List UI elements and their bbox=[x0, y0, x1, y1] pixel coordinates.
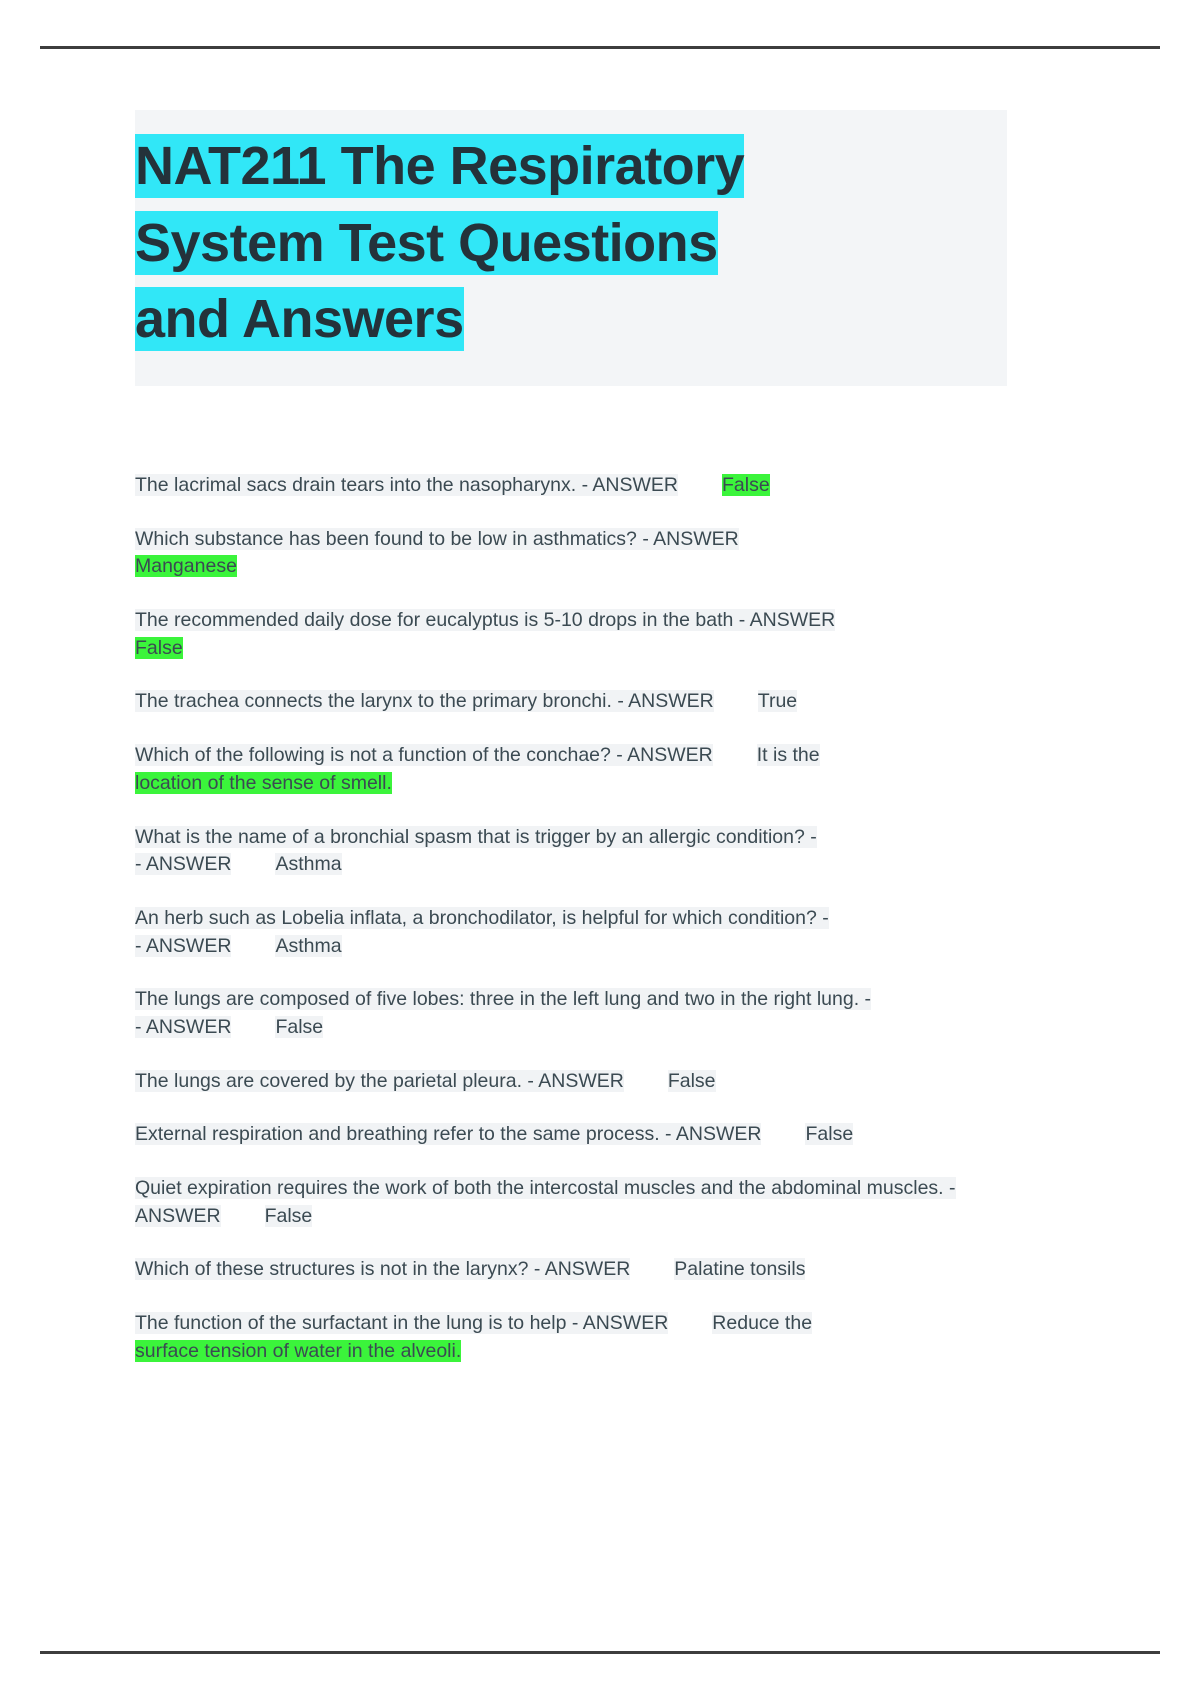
header-divider bbox=[40, 46, 1160, 49]
question-text: The lungs are covered by the parietal pleura. bbox=[135, 1069, 522, 1092]
answer-text-part2: location of the sense of smell. bbox=[135, 771, 392, 794]
answer-label: - ANSWER bbox=[135, 853, 232, 876]
question-text: The lacrimal sacs drain tears into the nasopharynx. bbox=[135, 474, 577, 497]
question-text: Quiet expiration requires the work of both the intercostal muscles and the abdominal muscles. bbox=[135, 1177, 944, 1200]
qa-item bbox=[135, 1068, 1015, 1096]
question-text: Which of these structures is not in the larynx? bbox=[135, 1258, 529, 1281]
qa-item: The lungs are composed of five lobes: three in the left lung and two in the right lung. - - ANSWER False bbox=[135, 988, 872, 1038]
answer-label: - ANSWER bbox=[581, 474, 678, 497]
answer-text: False bbox=[805, 1123, 854, 1146]
answer-label: - ANSWER bbox=[642, 527, 739, 550]
qa-item bbox=[135, 526, 1015, 581]
answer-label: - ANSWER bbox=[738, 609, 836, 632]
answer-text: Palatine tonsils bbox=[674, 1258, 806, 1281]
answer-label: - ANSWER bbox=[135, 1015, 232, 1038]
qa-item bbox=[135, 607, 1015, 662]
qa-item bbox=[135, 1175, 1015, 1230]
answer-label: - ANSWER bbox=[533, 1258, 631, 1281]
question-text: Which substance has been found to be low in asthmatics? bbox=[135, 527, 637, 550]
question-text: The function of the surfactant in the lung is to help bbox=[135, 1312, 567, 1335]
question-text: The trachea connects the larynx to the primary bronchi. bbox=[135, 690, 612, 713]
qa-item: What is the name of a bronchial spasm that is trigger by an allergic condition? - - ANSWER Asthma bbox=[135, 825, 817, 876]
question-text: What is the name of a bronchial spasm that is trigger by an allergic condition? bbox=[135, 825, 805, 848]
answer-text: True bbox=[757, 690, 798, 713]
answer-text: False bbox=[275, 1015, 324, 1038]
qa-item bbox=[135, 1121, 1015, 1149]
question-text: Which of the following is not a function of the conchae? bbox=[135, 744, 611, 767]
question-text: External respiration and breathing refer to the same process. bbox=[135, 1123, 660, 1146]
answer-label: - ANSWER bbox=[616, 744, 713, 767]
answer-text: Manganese bbox=[135, 555, 237, 578]
qa-item bbox=[135, 1256, 1015, 1284]
qa-item bbox=[135, 742, 1015, 797]
title-line-2: System Test Questions bbox=[135, 212, 718, 273]
footer-divider bbox=[40, 1651, 1160, 1654]
question-text: The recommended daily dose for eucalyptus is 5-10 drops in the bath bbox=[135, 609, 734, 632]
document-content bbox=[135, 110, 1015, 1391]
answer-text-part1: Reduce the bbox=[712, 1312, 813, 1335]
answer-text: False bbox=[722, 474, 770, 497]
answer-label: - ANSWER bbox=[135, 934, 232, 957]
qa-item bbox=[135, 688, 1015, 716]
answer-text-part1: It is the bbox=[756, 744, 820, 767]
answer-text: False bbox=[135, 636, 183, 659]
answer-text: Asthma bbox=[275, 853, 342, 876]
answer-label: - ANSWER bbox=[665, 1123, 762, 1146]
answer-label: - ANSWER bbox=[571, 1312, 669, 1335]
answer-text: False bbox=[264, 1204, 313, 1227]
answer-label: - ANSWER bbox=[135, 1177, 956, 1227]
page-title bbox=[135, 128, 1007, 358]
qa-item bbox=[135, 1310, 1015, 1365]
answer-label: - ANSWER bbox=[617, 690, 714, 713]
answer-text: Asthma bbox=[275, 934, 342, 957]
answer-text-part2: surface tension of water in the alveoli. bbox=[135, 1339, 462, 1362]
document-title-block bbox=[135, 110, 1007, 386]
qa-item bbox=[135, 472, 1015, 500]
qa-list bbox=[135, 472, 1015, 1365]
question-text: The lungs are composed of five lobes: three in the left lung and two in the right lung. bbox=[135, 988, 860, 1011]
title-line-1: NAT211 The Respiratory bbox=[135, 136, 745, 196]
answer-text: False bbox=[667, 1069, 716, 1092]
answer-label: - ANSWER bbox=[527, 1069, 624, 1092]
question-text: An herb such as Lobelia inflata, a bronchodilator, is helpful for which condition? bbox=[135, 906, 817, 929]
qa-item: An herb such as Lobelia inflata, a bronchodilator, is helpful for which condition? - - ANSWER Asthma bbox=[135, 906, 829, 957]
title-line-3: and Answers bbox=[135, 289, 464, 350]
